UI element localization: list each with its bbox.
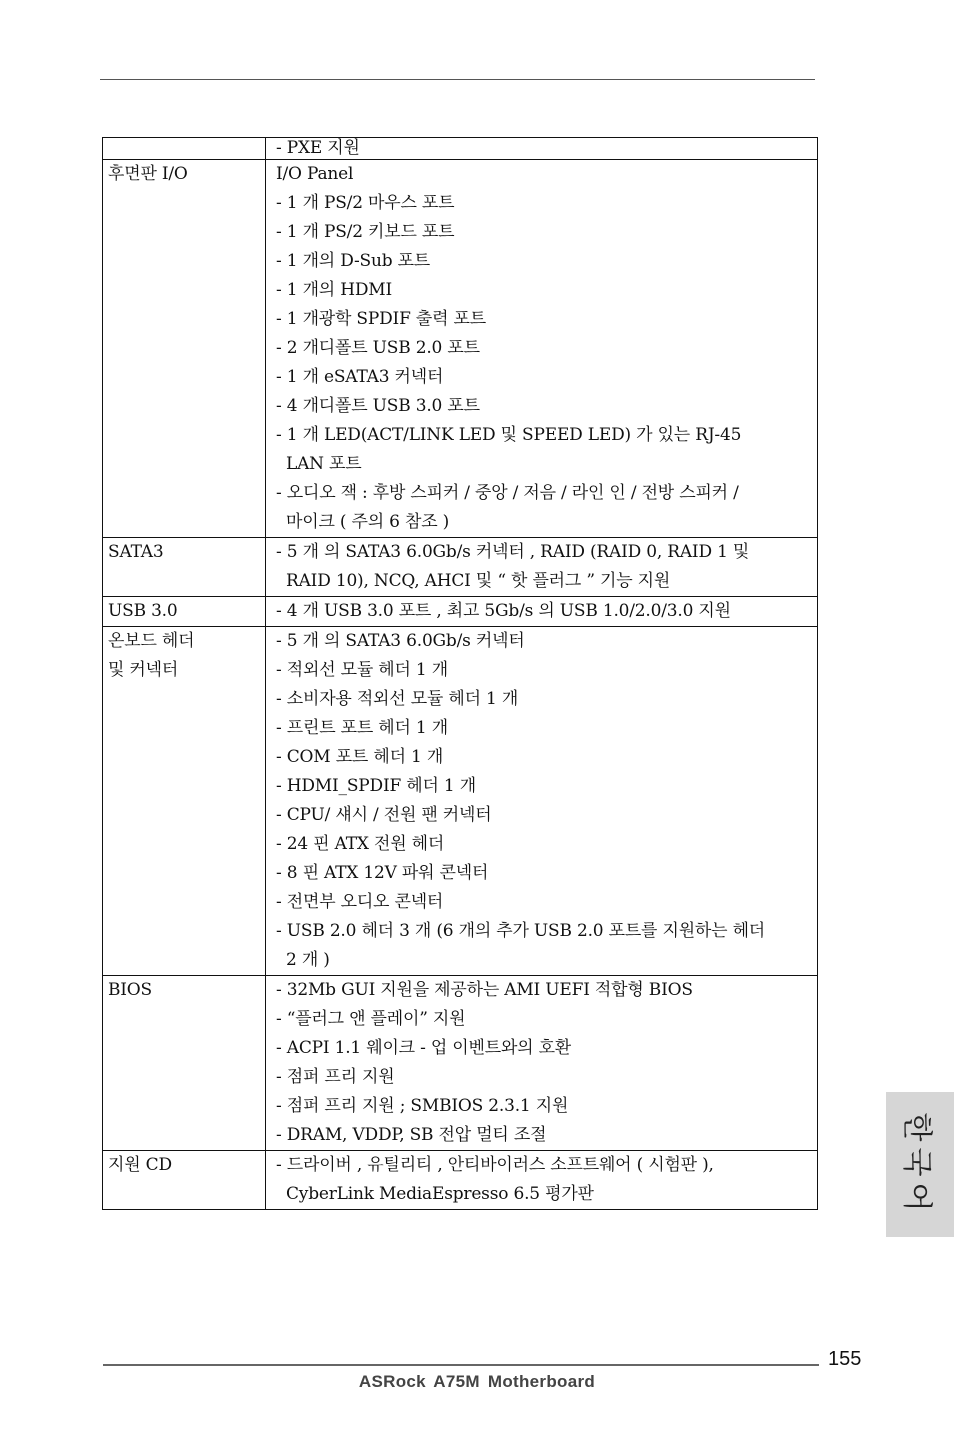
spec-label-line: 후면판 I/O	[108, 164, 188, 184]
spec-label	[103, 627, 266, 976]
spec-content	[266, 1151, 818, 1210]
spec-label-line: 지원 CD	[108, 1155, 172, 1175]
spec-line: 마이크 ( 주의 6 참조 )	[286, 512, 450, 532]
spec-row	[103, 976, 818, 1151]
spec-line: - PXE 지원	[276, 138, 360, 158]
spec-row	[103, 1151, 818, 1210]
spec-line: - 프린트 포트 헤더 1 개	[276, 718, 448, 738]
spec-line: - 4 개디폴트 USB 3.0 포트	[276, 396, 480, 416]
spec-line: - 1 개 PS/2 키보드 포트	[276, 222, 455, 242]
spec-row	[103, 538, 818, 597]
spec-table-body	[103, 138, 818, 1210]
spec-content	[266, 627, 818, 976]
spec-content	[266, 160, 818, 538]
spec-label-line: BIOS	[108, 980, 152, 1000]
spec-label	[103, 976, 266, 1151]
spec-line: - 적외선 모듈 헤더 1 개	[276, 660, 448, 680]
spec-line: - 8 핀 ATX 12V 파워 콘넥터	[276, 863, 489, 883]
spec-line: - 1 개 eSATA3 커넥터	[276, 367, 444, 387]
spec-line: - DRAM, VDDP, SB 전압 멀티 조절	[276, 1125, 547, 1145]
spec-line: - 24 핀 ATX 전원 헤더	[276, 834, 445, 854]
spec-row	[103, 160, 818, 538]
spec-line: - 점퍼 프리 지원 ; SMBIOS 2.3.1 지원	[276, 1096, 569, 1116]
spec-line: LAN 포트	[286, 454, 362, 474]
spec-line: - 점퍼 프리 지원	[276, 1067, 395, 1087]
spec-line: - 2 개디폴트 USB 2.0 포트	[276, 338, 480, 358]
spec-row	[103, 138, 818, 160]
spec-row	[103, 627, 818, 976]
spec-line: - 5 개 의 SATA3 6.0Gb/s 커넥터	[276, 631, 525, 651]
spec-content	[266, 976, 818, 1151]
spec-content	[266, 138, 818, 160]
spec-line: RAID 10), NCQ, AHCI 및 “ 핫 플러그 ” 기능 지원	[286, 571, 671, 591]
footer-title: ASRock A75M Motherboard	[358, 1372, 596, 1391]
spec-line: - 1 개의 HDMI	[276, 280, 392, 300]
spec-label	[103, 138, 266, 160]
spec-line: - 1 개의 D-Sub 포트	[276, 251, 431, 271]
language-side-tab	[886, 1092, 954, 1237]
spec-row	[103, 597, 818, 627]
spec-line: - “플러그 앤 플레이” 지원	[276, 1009, 466, 1029]
spec-label	[103, 1151, 266, 1210]
spec-line: - 4 개 USB 3.0 포트 , 최고 5Gb/s 의 USB 1.0/2.0/3.0 지원	[276, 601, 731, 621]
spec-label-line: SATA3	[108, 542, 164, 562]
spec-line: 2 개 )	[286, 950, 330, 970]
bottom-rule	[103, 1364, 819, 1366]
spec-label	[103, 538, 266, 597]
spec-label	[103, 160, 266, 538]
top-rule	[100, 79, 815, 80]
spec-line: - CPU/ 섀시 / 전원 팬 커넥터	[276, 805, 492, 825]
spec-line: - 전면부 오디오 콘넥터	[276, 892, 444, 912]
spec-label	[103, 597, 266, 627]
spec-line: I/O Panel	[276, 164, 354, 184]
page-number: 155	[828, 1348, 862, 1370]
spec-line: CyberLink MediaEspresso 6.5 평가판	[286, 1184, 594, 1204]
spec-line: - 오디오 잭 : 후방 스피커 / 중앙 / 저음 / 라인 인 / 전방 스피커 /	[276, 483, 739, 503]
spec-line: - 드라이버 , 유틸리티 , 안티바이러스 소프트웨어 ( 시험판 ),	[276, 1155, 714, 1175]
spec-label-line: 및 커넥터	[108, 660, 179, 680]
spec-line: - HDMI_SPDIF 헤더 1 개	[276, 776, 476, 796]
spec-label-line: USB 3.0	[108, 601, 178, 621]
spec-line: - 32Mb GUI 지원을 제공하는 AMI UEFI 적합형 BIOS	[276, 980, 693, 1000]
spec-content	[266, 538, 818, 597]
spec-table	[102, 137, 818, 1210]
spec-line: - COM 포트 헤더 1 개	[276, 747, 444, 767]
language-tab-label: 한국어	[899, 1112, 934, 1217]
spec-line: - 1 개 PS/2 마우스 포트	[276, 193, 455, 213]
spec-label-line: 온보드 헤더	[108, 631, 195, 651]
spec-line: - ACPI 1.1 웨이크 - 업 이벤트와의 호환	[276, 1038, 572, 1058]
spec-line: - 소비자용 적외선 모듈 헤더 1 개	[276, 689, 519, 709]
spec-line: - USB 2.0 헤더 3 개 (6 개의 추가 USB 2.0 포트를 지원하는 헤더	[276, 921, 766, 941]
spec-line: - 1 개 LED(ACT/LINK LED 및 SPEED LED) 가 있는 RJ-45	[276, 425, 742, 445]
spec-line: - 1 개광학 SPDIF 출력 포트	[276, 309, 486, 329]
spec-content	[266, 597, 818, 627]
spec-line: - 5 개 의 SATA3 6.0Gb/s 커넥터 , RAID (RAID 0, RAID 1 및	[276, 542, 750, 562]
